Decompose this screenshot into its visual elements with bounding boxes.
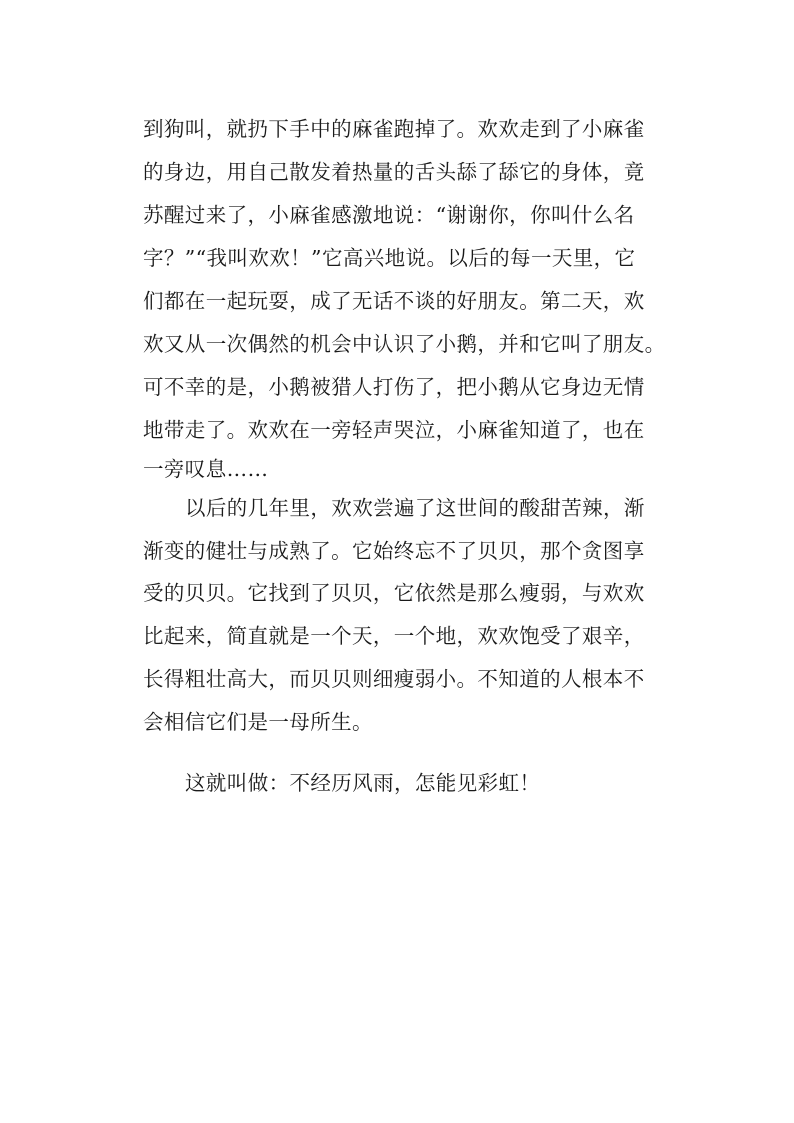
paragraph-2-line-5: 长得粗壮高大，而贝贝则细瘦弱小。不知道的人根本不 [143,667,645,691]
paragraph-2-line-2: 渐变的健壮与成熟了。它始终忘不了贝贝，那个贪图享 [143,539,645,563]
paragraph-1-line-7: 可不幸的是，小鹅被猎人打伤了，把小鹅从它身边无情 [143,375,645,399]
paragraph-2-line-4: 比起来，简直就是一个天，一个地，欢欢饱受了艰辛， [143,624,645,648]
paragraph-1-line-2: 的身边，用自己散发着热量的舌头舔了舔它的身体，竟 [143,160,645,184]
paragraph-1-line-9: 一旁叹息…… [143,457,269,481]
paragraph-2-line-3: 受的贝贝。它找到了贝贝，它依然是那么瘦弱，与欢欢 [143,581,645,605]
paragraph-3-line-1: 这就叫做：不经历风雨，怎能见彩虹！ [185,771,541,795]
paragraph-1-line-4: 字？”“我叫欢欢！”它高兴地说。以后的每一天里，它 [143,246,636,270]
paragraph-1-line-3: 苏醒过来了，小麻雀感激地说：“谢谢你，你叫什么名 [143,203,635,227]
paragraph-1-line-1: 到狗叫，就扔下手中的麻雀跑掉了。欢欢走到了小麻雀 [143,117,645,141]
paragraph-2-line-6: 会相信它们是一母所生。 [143,710,373,734]
paragraph-1-line-6: 欢又从一次偶然的机会中认识了小鹅，并和它叫了朋友。 [143,332,666,356]
paragraph-2-line-1: 以后的几年里，欢欢尝遍了这世间的酸甜苦辣，渐 [185,496,645,520]
paragraph-1-line-8: 地带走了。欢欢在一旁轻声哭泣，小麻雀知道了，也在 [143,418,645,442]
paragraph-1-line-5: 们都在一起玩耍，成了无话不谈的好朋友。第二天，欢 [143,289,645,313]
